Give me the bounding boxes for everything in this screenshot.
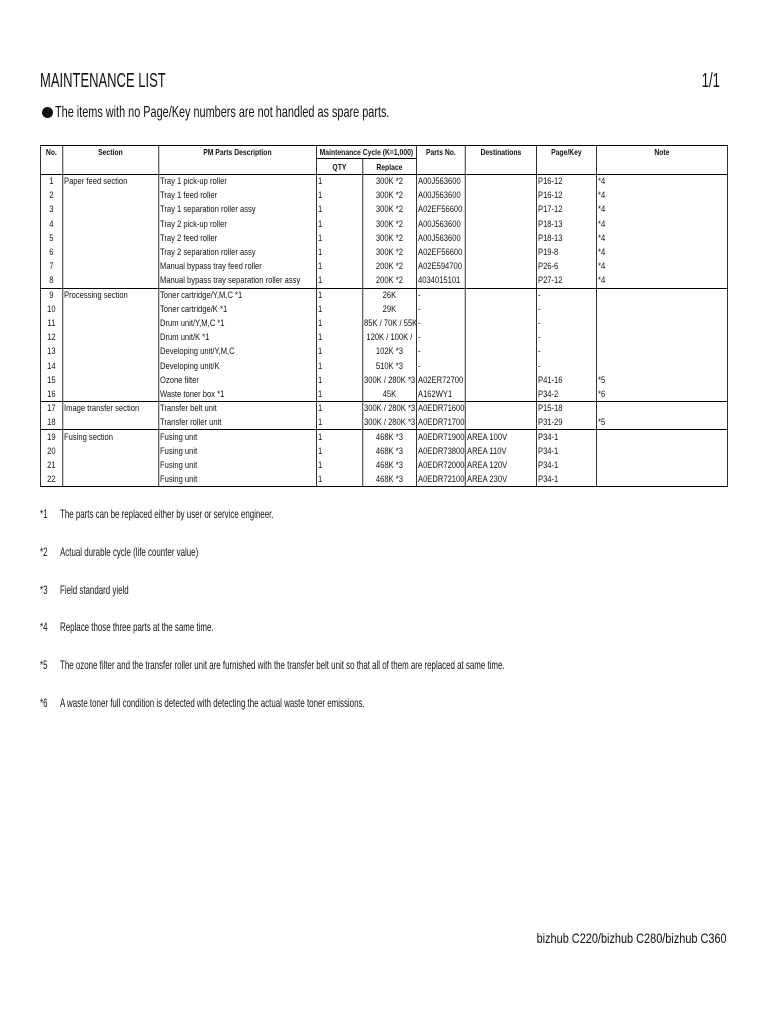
cell-note [596, 430, 727, 444]
cell-description: Fusing unit [158, 472, 316, 486]
cell-qty: 1 [316, 203, 362, 217]
cell-description: Fusing unit [158, 458, 316, 472]
maintenance-table [40, 145, 728, 487]
cell-qty: 1 [316, 175, 362, 189]
cell-note [596, 472, 727, 486]
cell-description: Drum unit/Y,M,C *1 [158, 316, 316, 330]
cell-description: Transfer roller unit [158, 416, 316, 430]
header-parts-no: Parts No. [416, 146, 465, 175]
cell-note: *4 [596, 274, 727, 288]
cell-destination [465, 189, 536, 203]
footnote-text: Field standard yield [60, 582, 129, 597]
cell-description: Tray 2 feed roller [158, 231, 316, 245]
footnote-mark: *3 [40, 582, 48, 597]
cell-replace: 29K [362, 302, 416, 316]
cell-no: 10 [40, 302, 62, 316]
cell-no: 20 [40, 444, 62, 458]
cell-page-key: P34-1 [536, 444, 596, 458]
cell-parts-no: 4034015101 [416, 274, 465, 288]
cell-replace: 300K *2 [362, 245, 416, 259]
cell-parts-no: A02ER72700 [416, 373, 465, 387]
cell-destination: AREA 120V [465, 458, 536, 472]
cell-destination [465, 175, 536, 189]
cell-no: 7 [40, 260, 62, 274]
cell-section [62, 331, 158, 345]
cell-section: Image transfer section [62, 402, 158, 416]
cell-no: 19 [40, 430, 62, 444]
footnote-mark: *1 [40, 507, 48, 521]
cell-replace: 200K *2 [362, 274, 416, 288]
cell-note: *5 [596, 373, 727, 387]
table-row [40, 416, 727, 430]
cell-destination: AREA 230V [465, 472, 536, 486]
cell-qty: 1 [316, 402, 362, 416]
cell-page-key: - [536, 302, 596, 316]
cell-description: Transfer belt unit [158, 402, 316, 416]
cell-qty: 1 [316, 444, 362, 458]
cell-replace: 468K *3 [362, 472, 416, 486]
page-number: 1/1 [701, 70, 720, 92]
cell-replace: 200K *2 [362, 260, 416, 274]
footnote-text: The ozone filter and the transfer roller unit are furnished with the transfer belt unit so that all of them are replaced at same time. [60, 658, 505, 673]
cell-page-key: - [536, 345, 596, 359]
cell-parts-no: - [416, 288, 465, 302]
cell-parts-no: A02EF56600 [416, 203, 465, 217]
footnote-mark: *4 [40, 620, 48, 635]
cell-qty: 1 [316, 316, 362, 330]
cell-no: 17 [40, 402, 62, 416]
table-row [40, 260, 727, 274]
table-row [40, 472, 727, 486]
cell-parts-no: A0EDR71600 [418, 403, 465, 415]
cell-parts-no: A0EDR72100 [418, 473, 465, 485]
cell-note: *4 [596, 260, 727, 274]
footnote [40, 620, 730, 658]
cell-destination [465, 260, 536, 274]
cell-no: 14 [40, 359, 62, 373]
footnote [40, 696, 730, 734]
header-destinations: Destinations [465, 146, 536, 175]
table-row [40, 217, 727, 231]
table-body [40, 175, 727, 487]
cell-qty: 1 [316, 231, 362, 245]
cell-note [596, 444, 727, 458]
footnote-mark: *6 [40, 695, 48, 710]
cell-section [62, 245, 158, 259]
cell-page-key: P31-29 [536, 416, 596, 430]
cell-no: 3 [40, 203, 62, 217]
cell-parts-no: A02EF56600 [416, 245, 465, 259]
cell-destination [465, 231, 536, 245]
cell-replace: 26K [362, 288, 416, 302]
cell-section [62, 359, 158, 373]
cell-description: Tray 1 separation roller assy [158, 203, 316, 217]
footnote [40, 658, 730, 696]
cell-description: Toner cartridge/K *1 [158, 302, 316, 316]
cell-description: Developing unit/K [158, 359, 316, 373]
header-qty: QTY [316, 159, 362, 175]
cell-no: 18 [40, 416, 62, 430]
cell-description: Fusing unit [158, 430, 316, 444]
cell-section [62, 416, 158, 430]
maintenance-table-container [40, 145, 727, 487]
document-title: MAINTENANCE LIST [40, 70, 166, 92]
cell-destination [465, 387, 536, 401]
cell-parts-no: - [416, 316, 465, 330]
cell-no: 4 [40, 217, 62, 231]
cell-page-key: - [536, 288, 596, 302]
footnote-mark: *5 [40, 658, 48, 673]
cell-replace: 468K *3 [362, 458, 416, 472]
footnote-text: Replace those three parts at the same time. [60, 620, 214, 635]
cell-note [596, 316, 727, 330]
cell-no: 16 [40, 387, 62, 401]
table-row [40, 458, 727, 472]
cell-section [62, 472, 158, 486]
cell-page-key: P34-2 [536, 387, 596, 401]
cell-parts-no: A0EDR71900 [418, 431, 465, 443]
cell-description: Ozone filter [158, 373, 316, 387]
cell-replace: 45K [362, 387, 416, 401]
table-row [40, 373, 727, 387]
footnote [40, 583, 730, 621]
header-no: No. [40, 146, 62, 175]
cell-note: *4 [596, 203, 727, 217]
cell-description: Toner cartridge/Y,M,C *1 [158, 288, 316, 302]
cell-qty: 1 [316, 458, 362, 472]
cell-note [596, 288, 727, 302]
table-row [40, 444, 727, 458]
cell-description: Tray 1 feed roller [158, 189, 316, 203]
cell-section: Paper feed section [62, 175, 158, 189]
cell-replace: 468K *3 [362, 444, 416, 458]
cell-replace: 300K / 280K *3 [364, 374, 416, 386]
cell-replace: 300K *2 [362, 175, 416, 189]
cell-section [62, 387, 158, 401]
header-maintenance-cycle: Maintenance Cycle (K=1,000) [316, 146, 416, 159]
footnote-text: Actual durable cycle (life counter value) [60, 544, 199, 559]
model-footer: bizhub C220/bizhub C280/bizhub C360 [536, 930, 727, 946]
cell-page-key: P26-6 [536, 260, 596, 274]
cell-page-key: P17-12 [536, 203, 596, 217]
cell-section: Processing section [62, 288, 158, 302]
cell-description: Developing unit/Y,M,C [158, 345, 316, 359]
cell-qty: 1 [316, 472, 362, 486]
cell-destination [465, 316, 536, 330]
footnote [40, 507, 730, 545]
header-section: Section [62, 146, 158, 175]
cell-parts-no: - [416, 345, 465, 359]
cell-page-key: P18-13 [536, 217, 596, 231]
cell-no: 2 [40, 189, 62, 203]
cell-qty: 1 [316, 288, 362, 302]
cell-replace: 300K / 280K *3 [364, 403, 416, 415]
cell-parts-no: - [416, 302, 465, 316]
table-row [40, 345, 727, 359]
cell-section [62, 373, 158, 387]
cell-destination [465, 402, 536, 416]
cell-replace: 120K / 100K / [362, 331, 416, 345]
cell-description: Fusing unit [158, 444, 316, 458]
cell-parts-no: - [416, 359, 465, 373]
cell-page-key: P34-1 [536, 430, 596, 444]
cell-parts-no: A162WY1 [416, 387, 465, 401]
cell-section [62, 345, 158, 359]
footnote-text: A waste toner full condition is detected with detecting the actual waste toner emissions. [60, 695, 365, 710]
cell-no: 8 [40, 274, 62, 288]
cell-page-key: - [536, 331, 596, 345]
cell-replace: 510K *3 [362, 359, 416, 373]
cell-section [62, 444, 158, 458]
cell-description: Tray 1 pick-up roller [158, 175, 316, 189]
header-pm-parts-description: PM Parts Description [158, 146, 316, 175]
cell-page-key: P19-8 [536, 245, 596, 259]
cell-qty: 1 [316, 217, 362, 231]
cell-destination [465, 217, 536, 231]
cell-qty: 1 [316, 302, 362, 316]
cell-no: 5 [40, 231, 62, 245]
cell-parts-no: A00J563600 [416, 189, 465, 203]
cell-parts-no: A00J563600 [416, 231, 465, 245]
cell-no: 9 [40, 288, 62, 302]
cell-qty: 1 [316, 331, 362, 345]
cell-replace: 468K *3 [362, 430, 416, 444]
cell-note [596, 402, 727, 416]
table-header-row [40, 146, 727, 159]
cell-section [62, 260, 158, 274]
cell-section [62, 302, 158, 316]
cell-section [62, 189, 158, 203]
cell-description: Manual bypass tray feed roller [158, 260, 316, 274]
cell-page-key: P16-12 [536, 175, 596, 189]
table-row [40, 203, 727, 217]
cell-replace: 85K / 70K / 55K [364, 317, 418, 329]
table-row [40, 331, 727, 345]
cell-qty: 1 [316, 274, 362, 288]
cell-destination: AREA 110V [465, 444, 536, 458]
cell-note: *4 [596, 217, 727, 231]
bullet-icon [42, 107, 53, 118]
header-note: Note [596, 146, 727, 175]
cell-page-key: P16-12 [536, 189, 596, 203]
cell-page-key: P15-18 [536, 402, 596, 416]
cell-note: *4 [596, 189, 727, 203]
cell-description: Drum unit/K *1 [158, 331, 316, 345]
header-replace: Replace [362, 159, 416, 175]
cell-note: *5 [596, 416, 727, 430]
cell-parts-no: A0EDR72000 [418, 459, 465, 471]
cell-qty: 1 [316, 359, 362, 373]
cell-no: 22 [40, 472, 62, 486]
header-page-key: Page/Key [536, 146, 596, 175]
cell-qty: 1 [316, 387, 362, 401]
cell-page-key: - [536, 316, 596, 330]
cell-section [62, 316, 158, 330]
cell-note: *4 [596, 245, 727, 259]
footnote-text: The parts can be replaced either by user or service engineer. [60, 507, 274, 521]
cell-destination [465, 416, 536, 430]
cell-qty: 1 [316, 260, 362, 274]
cell-qty: 1 [316, 189, 362, 203]
cell-parts-no: A0EDR73800 [418, 445, 465, 457]
table-row [40, 430, 727, 444]
cell-note: *4 [596, 231, 727, 245]
cell-destination [465, 245, 536, 259]
cell-replace: 300K *2 [362, 189, 416, 203]
cell-page-key: - [536, 359, 596, 373]
cell-note [596, 302, 727, 316]
cell-destination [465, 359, 536, 373]
cell-note [596, 345, 727, 359]
cell-no: 13 [40, 345, 62, 359]
cell-destination [465, 302, 536, 316]
cell-no: 15 [40, 373, 62, 387]
cell-no: 1 [40, 175, 62, 189]
cell-qty: 1 [316, 373, 362, 387]
cell-replace: 300K *2 [362, 217, 416, 231]
cell-destination: AREA 100V [465, 430, 536, 444]
table-row [40, 316, 727, 330]
cell-note [596, 331, 727, 345]
cell-section [62, 458, 158, 472]
cell-note [596, 458, 727, 472]
cell-replace: 300K *2 [362, 231, 416, 245]
cell-no: 12 [40, 331, 62, 345]
footnote-mark: *2 [40, 544, 48, 559]
cell-section [62, 203, 158, 217]
cell-description: Tray 2 separation roller assy [158, 245, 316, 259]
table-row [40, 387, 727, 401]
cell-no: 11 [40, 316, 62, 330]
cell-qty: 1 [316, 245, 362, 259]
cell-destination [465, 331, 536, 345]
table-row [40, 245, 727, 259]
cell-section [62, 231, 158, 245]
footnotes [40, 507, 730, 734]
cell-qty: 1 [316, 430, 362, 444]
cell-section [62, 217, 158, 231]
cell-description: Tray 2 pick-up roller [158, 217, 316, 231]
cell-destination [465, 203, 536, 217]
cell-no: 21 [40, 458, 62, 472]
cell-destination [465, 274, 536, 288]
cell-parts-no: A00J563600 [416, 175, 465, 189]
cell-qty: 1 [316, 345, 362, 359]
cell-no: 6 [40, 245, 62, 259]
table-row [40, 175, 727, 189]
table-row [40, 402, 727, 416]
cell-description: Manual bypass tray separation roller assy [158, 274, 316, 288]
cell-parts-no: A0EDR71700 [418, 417, 465, 429]
table-row [40, 231, 727, 245]
table-row [40, 288, 727, 302]
cell-page-key: P41-16 [536, 373, 596, 387]
cell-page-key: P18-13 [536, 231, 596, 245]
footnote [40, 545, 730, 583]
cell-parts-no: A02E594700 [416, 260, 465, 274]
notice-text: The items with no Page/Key numbers are not handled as spare parts. [55, 104, 390, 121]
cell-parts-no: A00J563600 [416, 217, 465, 231]
table-row [40, 274, 727, 288]
cell-qty: 1 [316, 416, 362, 430]
cell-description: Waste toner box *1 [158, 387, 316, 401]
cell-section [62, 274, 158, 288]
cell-page-key: P27-12 [536, 274, 596, 288]
cell-replace: 300K *2 [362, 203, 416, 217]
cell-parts-no: - [416, 331, 465, 345]
cell-note: *6 [596, 387, 727, 401]
cell-note: *4 [596, 175, 727, 189]
cell-destination [465, 345, 536, 359]
cell-destination [465, 288, 536, 302]
cell-replace: 300K / 280K *3 [364, 417, 416, 429]
table-row [40, 302, 727, 316]
cell-page-key: P34-1 [536, 472, 596, 486]
cell-section: Fusing section [62, 430, 158, 444]
table-row [40, 189, 727, 203]
cell-page-key: P34-1 [536, 458, 596, 472]
cell-destination [465, 373, 536, 387]
cell-note [596, 359, 727, 373]
cell-replace: 102K *3 [362, 345, 416, 359]
table-row [40, 359, 727, 373]
